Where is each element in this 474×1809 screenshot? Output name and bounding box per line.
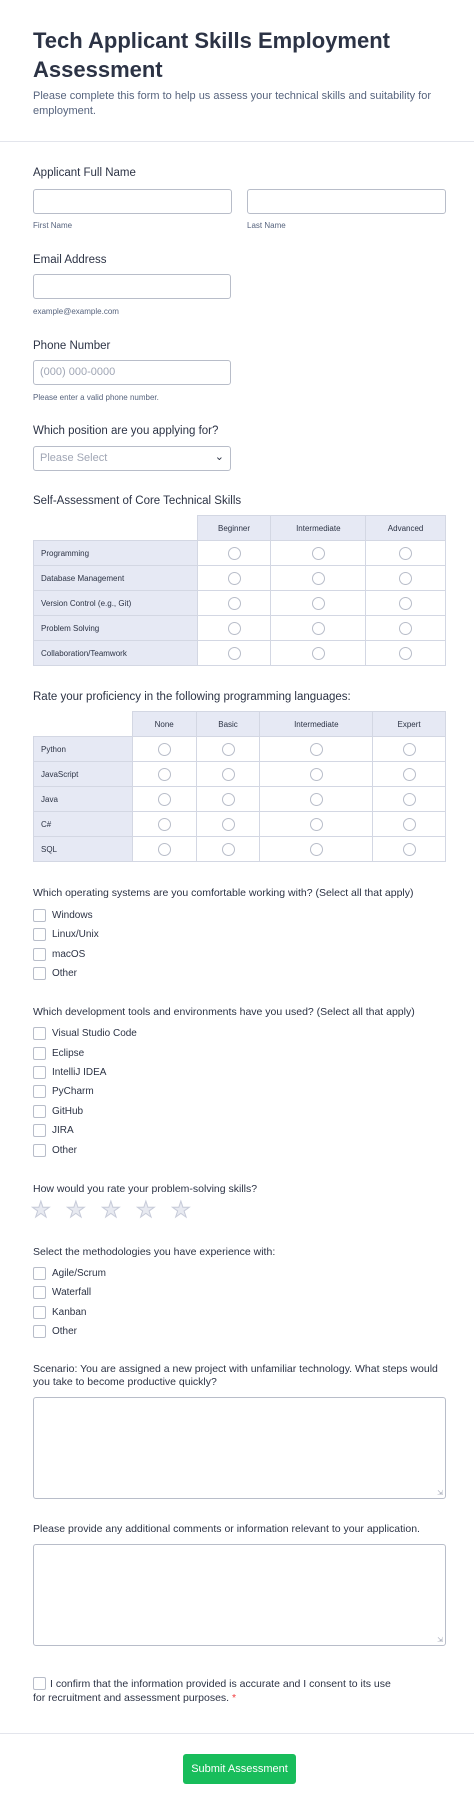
radio-button[interactable] bbox=[403, 793, 416, 806]
form-subtitle: Please complete this form to help us assess your technical skills and suitability for employment. bbox=[33, 90, 432, 117]
checkbox[interactable] bbox=[33, 1286, 46, 1299]
checkbox[interactable] bbox=[33, 909, 46, 922]
skills-label: Self-Assessment of Core Technical Skills bbox=[33, 495, 242, 507]
matrix-row bbox=[34, 616, 446, 641]
radio-button[interactable] bbox=[158, 768, 171, 781]
method-option[interactable] bbox=[33, 1324, 77, 1338]
consent-checkbox[interactable] bbox=[33, 1677, 46, 1690]
tool-option[interactable] bbox=[33, 1123, 74, 1137]
skills-matrix bbox=[33, 515, 446, 666]
radio-button[interactable] bbox=[403, 743, 416, 756]
star-icon[interactable]: ★ bbox=[136, 1197, 156, 1222]
radio-button[interactable] bbox=[228, 597, 241, 610]
form-header bbox=[0, 0, 474, 142]
scenario-textarea[interactable] bbox=[33, 1397, 446, 1499]
phone-label: Phone Number bbox=[33, 340, 111, 352]
matrix-col-header: Intermediate bbox=[271, 516, 366, 541]
radio-button[interactable] bbox=[312, 597, 325, 610]
last-name-sublabel: Last Name bbox=[247, 221, 286, 230]
radio-button[interactable] bbox=[158, 793, 171, 806]
option-label: Windows bbox=[52, 909, 93, 921]
radio-button[interactable] bbox=[310, 768, 323, 781]
option-label: PyCharm bbox=[52, 1085, 94, 1097]
option-label: macOS bbox=[52, 948, 86, 960]
email-input[interactable] bbox=[33, 274, 231, 299]
matrix-row bbox=[34, 591, 446, 616]
radio-button[interactable] bbox=[399, 597, 412, 610]
radio-button[interactable] bbox=[158, 818, 171, 831]
radio-button[interactable] bbox=[399, 547, 412, 560]
checkbox[interactable] bbox=[33, 1267, 46, 1280]
checkbox[interactable] bbox=[33, 1047, 46, 1060]
matrix-row-label: JavaScript bbox=[34, 762, 133, 787]
consent-label bbox=[33, 1677, 403, 1705]
checkbox[interactable] bbox=[33, 928, 46, 941]
tool-option[interactable] bbox=[33, 1084, 94, 1098]
phone-placeholder: (000) 000-0000 bbox=[40, 366, 116, 378]
radio-button[interactable] bbox=[158, 743, 171, 756]
phone-sublabel: Please enter a valid phone number. bbox=[33, 393, 159, 402]
radio-button[interactable] bbox=[399, 647, 412, 660]
os-option[interactable] bbox=[33, 947, 85, 961]
matrix-col-header: None bbox=[132, 712, 196, 737]
radio-button[interactable] bbox=[399, 622, 412, 635]
radio-button[interactable] bbox=[403, 843, 416, 856]
star-icon[interactable]: ★ bbox=[66, 1197, 86, 1222]
scenario-label: Scenario: You are assigned a new project with unfamiliar technology. What steps would you take to become productive quickly? bbox=[33, 1363, 438, 1388]
os-label: Which operating systems are you comfortable working with? (Select all that apply) bbox=[33, 887, 414, 899]
option-label: IntelliJ IDEA bbox=[52, 1066, 107, 1078]
matrix-row bbox=[34, 641, 446, 666]
radio-button[interactable] bbox=[312, 572, 325, 585]
matrix-corner bbox=[34, 712, 133, 737]
radio-button[interactable] bbox=[403, 818, 416, 831]
matrix-row-label: Problem Solving bbox=[34, 616, 198, 641]
form-title: Tech Applicant Skills Employment Assessment bbox=[33, 28, 390, 82]
os-option[interactable] bbox=[33, 927, 99, 941]
checkbox[interactable] bbox=[33, 1105, 46, 1118]
radio-button[interactable] bbox=[312, 622, 325, 635]
resize-handle-icon[interactable]: ⇲ bbox=[437, 1637, 443, 1644]
option-label: Other bbox=[52, 1144, 78, 1156]
radio-button[interactable] bbox=[158, 843, 171, 856]
star-icon[interactable]: ★ bbox=[101, 1197, 121, 1222]
radio-button[interactable] bbox=[310, 818, 323, 831]
option-label: Other bbox=[52, 1325, 78, 1337]
position-placeholder: Please Select bbox=[40, 452, 108, 464]
option-label: Other bbox=[52, 967, 78, 979]
matrix-col-header: Expert bbox=[373, 712, 446, 737]
full-name-label: Applicant Full Name bbox=[33, 167, 136, 179]
position-select[interactable] bbox=[33, 446, 231, 471]
matrix-row-label: Programming bbox=[34, 541, 198, 566]
option-label: GitHub bbox=[52, 1105, 84, 1117]
checkbox[interactable] bbox=[33, 1066, 46, 1079]
consent-field bbox=[33, 1677, 403, 1705]
rating-label: How would you rate your problem-solving skills? bbox=[33, 1183, 258, 1195]
checkbox[interactable] bbox=[33, 1124, 46, 1137]
matrix-row-label: Collaboration/Teamwork bbox=[34, 641, 198, 666]
radio-button[interactable] bbox=[228, 622, 241, 635]
comments-textarea[interactable] bbox=[33, 1544, 446, 1646]
submit-button[interactable]: Submit Assessment bbox=[183, 1754, 296, 1784]
option-label: Kanban bbox=[52, 1306, 87, 1318]
matrix-row bbox=[34, 762, 446, 787]
position-label: Which position are you applying for? bbox=[33, 425, 219, 437]
radio-button[interactable] bbox=[312, 547, 325, 560]
radio-button[interactable] bbox=[310, 793, 323, 806]
matrix-row-label: Version Control (e.g., Git) bbox=[34, 591, 198, 616]
matrix-row-label: C# bbox=[34, 812, 133, 837]
footer-divider bbox=[0, 1733, 474, 1734]
radio-button[interactable] bbox=[228, 547, 241, 560]
tools-label: Which development tools and environments have you used? (Select all that apply) bbox=[33, 1006, 415, 1018]
radio-button[interactable] bbox=[228, 572, 241, 585]
checkbox[interactable] bbox=[33, 1085, 46, 1098]
method-option[interactable] bbox=[33, 1285, 91, 1299]
tool-option[interactable] bbox=[33, 1104, 83, 1118]
os-option[interactable] bbox=[33, 908, 93, 922]
radio-button[interactable] bbox=[399, 572, 412, 585]
checkbox[interactable] bbox=[33, 967, 46, 980]
os-option[interactable] bbox=[33, 966, 77, 980]
matrix-row bbox=[34, 787, 446, 812]
matrix-col-header: Beginner bbox=[197, 516, 271, 541]
option-label: JIRA bbox=[52, 1124, 74, 1136]
option-label: Visual Studio Code bbox=[52, 1027, 137, 1039]
option-label: Eclipse bbox=[52, 1047, 85, 1059]
matrix-row-label: SQL bbox=[34, 837, 133, 862]
tool-option[interactable] bbox=[33, 1143, 77, 1157]
first-name-input[interactable] bbox=[33, 189, 232, 214]
methods-label: Select the methodologies you have experience with: bbox=[33, 1246, 276, 1258]
matrix-col-header: Intermediate bbox=[260, 712, 373, 737]
tool-option[interactable] bbox=[33, 1026, 137, 1040]
resize-handle-icon[interactable]: ⇲ bbox=[437, 1490, 443, 1497]
matrix-col-header: Basic bbox=[196, 712, 260, 737]
phone-input[interactable] bbox=[33, 360, 231, 385]
radio-button[interactable] bbox=[228, 647, 241, 660]
first-name-sublabel: First Name bbox=[33, 221, 73, 230]
checkbox[interactable] bbox=[33, 1306, 46, 1319]
last-name-input[interactable] bbox=[247, 189, 446, 214]
radio-button[interactable] bbox=[222, 843, 235, 856]
radio-button[interactable] bbox=[222, 768, 235, 781]
matrix-row-label: Python bbox=[34, 737, 133, 762]
chevron-down-icon: ⌄ bbox=[214, 451, 224, 463]
radio-button[interactable] bbox=[222, 743, 235, 756]
radio-button[interactable] bbox=[312, 647, 325, 660]
tool-option[interactable] bbox=[33, 1065, 106, 1079]
radio-button[interactable] bbox=[222, 818, 235, 831]
radio-button[interactable] bbox=[310, 743, 323, 756]
option-label: Agile/Scrum bbox=[52, 1267, 106, 1279]
tool-option[interactable] bbox=[33, 1046, 84, 1060]
matrix-col-header: Advanced bbox=[366, 516, 446, 541]
checkbox[interactable] bbox=[33, 1325, 46, 1338]
radio-button[interactable] bbox=[310, 843, 323, 856]
languages-matrix bbox=[33, 711, 446, 862]
matrix-row bbox=[34, 837, 446, 862]
star-icon[interactable]: ★ bbox=[171, 1197, 191, 1222]
matrix-row bbox=[34, 737, 446, 762]
matrix-row-label: Java bbox=[34, 787, 133, 812]
matrix-row bbox=[34, 812, 446, 837]
checkbox[interactable] bbox=[33, 1144, 46, 1157]
required-mark: * bbox=[232, 1692, 237, 1704]
method-option[interactable] bbox=[33, 1305, 86, 1319]
method-option[interactable] bbox=[33, 1266, 106, 1280]
matrix-row bbox=[34, 566, 446, 591]
checkbox[interactable] bbox=[33, 948, 46, 961]
option-label: Waterfall bbox=[52, 1286, 92, 1298]
matrix-corner bbox=[34, 516, 198, 541]
consent-text: I confirm that the information provided is accurate and I consent to its use for recruitment and assessment purposes. bbox=[33, 1678, 391, 1704]
languages-label: Rate your proficiency in the following programming languages: bbox=[33, 691, 351, 703]
checkbox[interactable] bbox=[33, 1027, 46, 1040]
radio-button[interactable] bbox=[403, 768, 416, 781]
matrix-row bbox=[34, 541, 446, 566]
radio-button[interactable] bbox=[222, 793, 235, 806]
star-icon[interactable]: ★ bbox=[31, 1197, 51, 1222]
matrix-row-label: Database Management bbox=[34, 566, 198, 591]
email-sublabel: example@example.com bbox=[33, 307, 119, 316]
email-label: Email Address bbox=[33, 254, 107, 266]
option-label: Linux/Unix bbox=[52, 928, 99, 940]
comments-label: Please provide any additional comments or information relevant to your application. bbox=[33, 1523, 420, 1535]
